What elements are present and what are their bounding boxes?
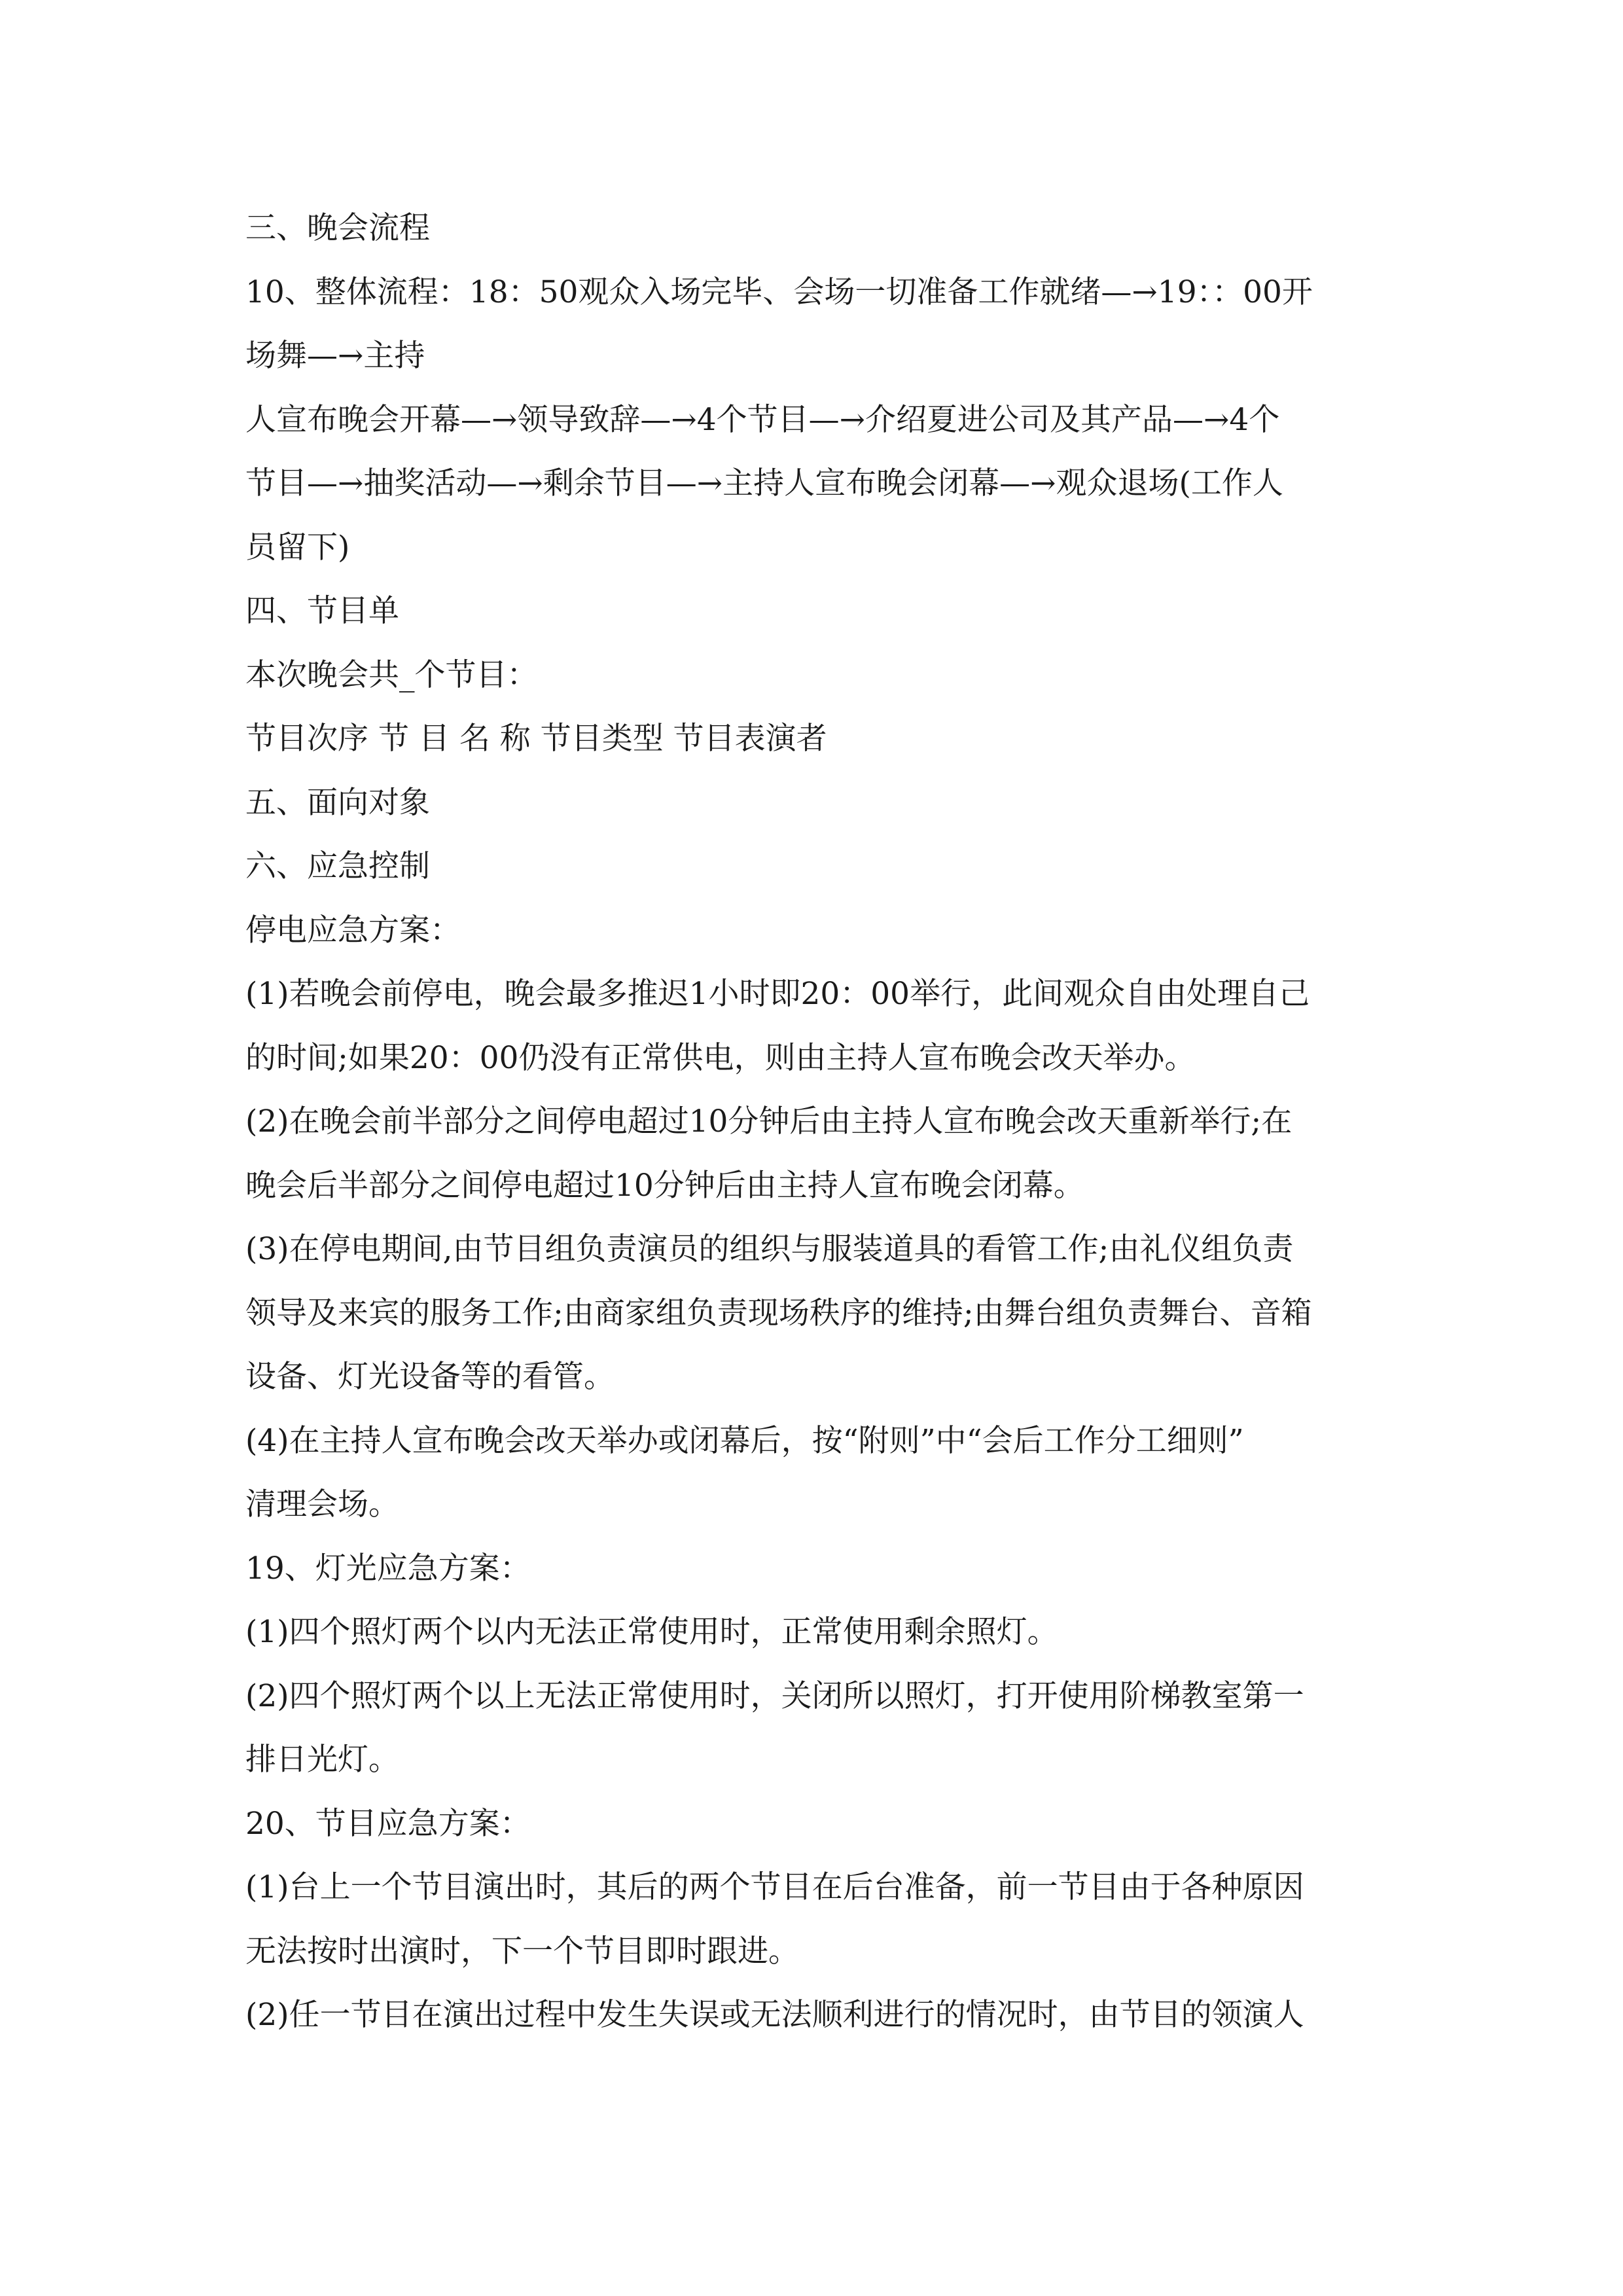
text-line: 本次晚会共_个节目： [245, 656, 538, 693]
subheading-program-plan: 20、节目应急方案： [245, 1805, 531, 1842]
text-line: (2)在晚会前半部分之间停电超过10分钟后由主持人宣布晚会改天重新举行;在 [245, 1103, 1293, 1139]
text-line: 清理会场。 [245, 1486, 399, 1522]
text-line: 10、整体流程：18：50观众入场完毕、会场一切准备工作就绪—→19：：00开 [245, 274, 1313, 310]
text-line: 员留下) [245, 529, 350, 565]
text-line: (2)任一节目在演出过程中发生失误或无法顺利进行的情况时，由节目的领演人 [245, 1997, 1304, 2033]
text-line: (3)在停电期间,由节目组负责演员的组织与服装道具的看管工作;由礼仪组负责 [245, 1231, 1294, 1267]
section-heading-program-list: 四、节目单 [245, 593, 399, 629]
document-body [245, 196, 1381, 2047]
subheading-lighting-plan: 19、灯光应急方案： [245, 1550, 531, 1587]
text-line: 领导及来宾的服务工作;由商家组负责现场秩序的维持;由舞台组负责舞台、音箱 [245, 1295, 1312, 1331]
text-line: (2)四个照灯两个以上无法正常使用时，关闭所以照灯，打开使用阶梯教室第一 [245, 1677, 1304, 1714]
text-line: (1)台上一个节目演出时，其后的两个节目在后台准备，前一节目由于各种原因 [245, 1869, 1304, 1905]
section-heading-evening-flow: 三、晚会流程 [245, 210, 430, 246]
subheading-power-outage-plan: 停电应急方案： [245, 912, 461, 948]
text-line: 设备、灯光设备等的看管。 [245, 1359, 615, 1395]
text-line: (4)在主持人宣布晚会改天举办或闭幕后，按“附则”中“会后工作分工细则” [245, 1422, 1244, 1459]
text-line: 排日光灯。 [245, 1742, 399, 1778]
program-table-header: 节目次序 节 目 名 称 节目类型 节目表演者 [245, 721, 827, 757]
section-heading-audience: 五、面向对象 [245, 784, 430, 821]
text-line: 的时间;如果20：00仍没有正常供电，则由主持人宣布晚会改天举办。 [245, 1039, 1196, 1076]
text-line: 晚会后半部分之间停电超过10分钟后由主持人宣布晚会闭幕。 [245, 1167, 1084, 1204]
text-line: 节目—→抽奖活动—→剩余节目—→主持人宣布晚会闭幕—→观众退场(工作人 [245, 465, 1283, 501]
text-line: 场舞—→主持 [245, 338, 425, 374]
section-heading-emergency-control: 六、应急控制 [245, 848, 430, 884]
text-line: 无法按时出演时，下一个节目即时跟进。 [245, 1933, 799, 1969]
text-line: (1)四个照灯两个以内无法正常使用时，正常使用剩余照灯。 [245, 1614, 1058, 1650]
text-line: 人宣布晚会开幕—→领导致辞—→4个节目—→介绍夏进公司及其产品—→4个 [245, 401, 1280, 438]
text-line: (1)若晚会前停电，晚会最多推迟1小时即20：00举行，此间观众自由处理自己 [245, 976, 1310, 1012]
